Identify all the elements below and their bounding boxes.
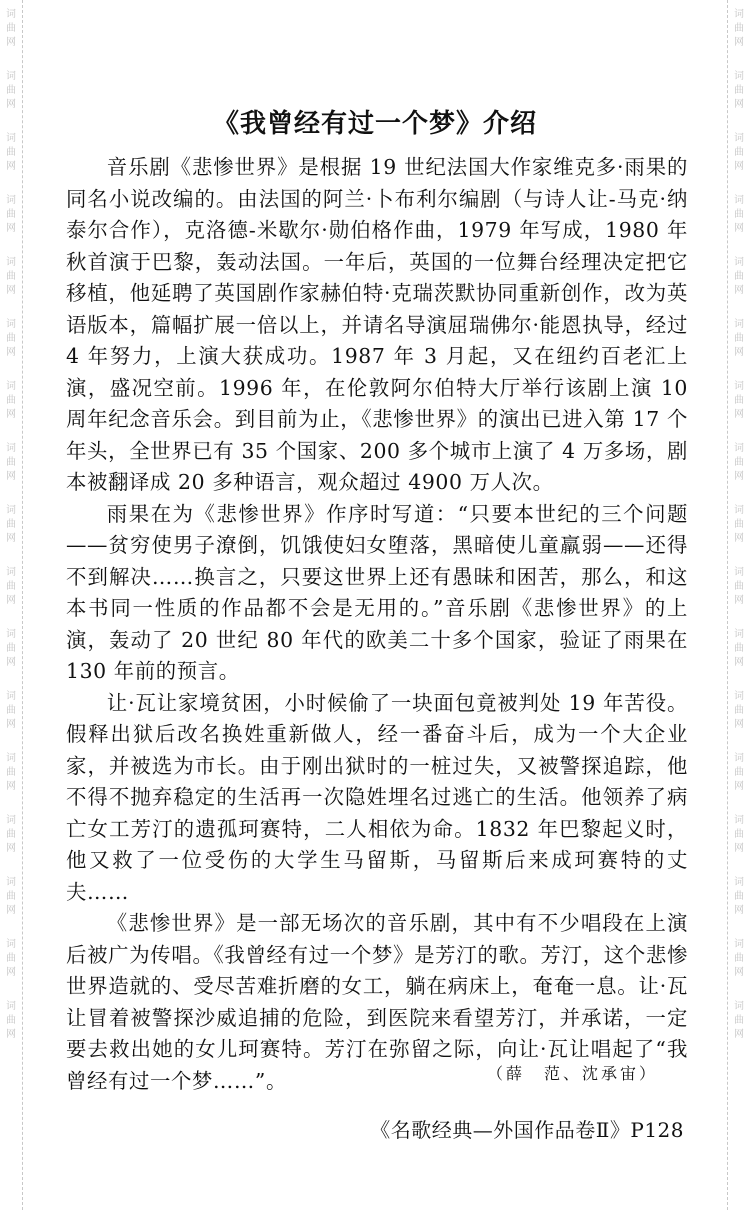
watermark-char: 曲 [6, 147, 16, 158]
watermark-char: 网 [734, 99, 744, 110]
watermark-char: 词 [6, 1001, 16, 1012]
watermark-char: 曲 [734, 519, 744, 530]
right-watermark-column [728, 0, 750, 1210]
watermark-char: 网 [6, 533, 16, 544]
watermark-char: 网 [734, 409, 744, 420]
watermark-char: 网 [6, 781, 16, 792]
watermark-char: 曲 [734, 643, 744, 654]
watermark-char: 网 [734, 843, 744, 854]
paragraph-intro: 音乐剧《悲惨世界》是根据 19 世纪法国大作家维克多·雨果的同名小说改编的。由法国的阿兰·卜布利尔编剧（与诗人让-马克·纳泰尔合作），克洛德-米歇尔·勋伯格作曲，1979 年写成，1980 年秋首演于巴黎，轰动法国。一年后，英国的一位舞台经理决定把它移植，他延聘了英国剧作家赫伯特·克瑞茨默协同重新创作，改为英语版本，篇幅扩展一倍以上，并请名导演屈瑞佛尔·能恩执导，经过 4 年努力，上演大获成功。1987 年 3 月起，又在纽约百老汇上演，盛况空前。1996 年，在伦敦阿尔伯特大厅举行该剧上演 10 周年纪念音乐会。到目前为止，《悲惨世界》的演出已进入第 17 个年头，全世界已有 35 个国家、200 多个城市上演了 4 万多场，剧本被翻译成 20 多种语言，观众超过 4900 万人次。 [66, 155, 688, 494]
paragraph-song: 《悲惨世界》是一部无场次的音乐剧，其中有不少唱段在上演后被广为传唱。《我曾经有过一个梦》是芳汀的歌。芳汀，这个悲惨世界造就的、受尽苦难折磨的女工，躺在病床上，奄奄一息。让·瓦让冒着被警探沙威追捕的危险，到医院来看望芳汀，并承诺，一定要去救出她的女儿珂赛特。芳汀在弥留之际，向让·瓦让唱起了“我曾经有过一个梦……”。 [66, 911, 688, 1093]
watermark-char: 网 [734, 905, 744, 916]
watermark-group [728, 318, 750, 360]
watermark-char: 词 [6, 877, 16, 888]
watermark-group [0, 1000, 22, 1042]
watermark-group [728, 566, 750, 608]
watermark-char: 曲 [6, 333, 16, 344]
watermark-char: 曲 [734, 209, 744, 220]
left-margin-dashed-line [22, 0, 23, 1210]
watermark-group [0, 566, 22, 608]
watermark-group [0, 876, 22, 918]
watermark-char: 曲 [734, 581, 744, 592]
watermark-group [0, 442, 22, 484]
watermark-char: 曲 [734, 457, 744, 468]
watermark-char: 曲 [6, 581, 16, 592]
watermark-group [728, 256, 750, 298]
watermark-char: 词 [734, 381, 744, 392]
watermark-group [728, 194, 750, 236]
watermark-char: 词 [6, 443, 16, 454]
watermark-char: 网 [6, 161, 16, 172]
watermark-char: 词 [734, 567, 744, 578]
watermark-char: 曲 [6, 643, 16, 654]
watermark-char: 曲 [6, 829, 16, 840]
watermark-char: 曲 [6, 953, 16, 964]
watermark-group [728, 504, 750, 546]
watermark-char: 曲 [734, 85, 744, 96]
watermark-group [0, 8, 22, 50]
watermark-group [0, 814, 22, 856]
watermark-char: 词 [734, 71, 744, 82]
watermark-char: 曲 [734, 767, 744, 778]
watermark-char: 词 [6, 133, 16, 144]
watermark-group [0, 380, 22, 422]
watermark-char: 词 [734, 133, 744, 144]
watermark-char: 网 [6, 223, 16, 234]
watermark-char: 网 [734, 657, 744, 668]
watermark-char: 词 [6, 71, 16, 82]
watermark-char: 词 [6, 691, 16, 702]
watermark-char: 曲 [734, 333, 744, 344]
watermark-group [0, 690, 22, 732]
watermark-group [0, 752, 22, 794]
watermark-group [728, 628, 750, 670]
watermark-char: 网 [734, 161, 744, 172]
watermark-char: 词 [734, 195, 744, 206]
watermark-char: 词 [734, 1001, 744, 1012]
watermark-char: 曲 [6, 519, 16, 530]
watermark-char: 曲 [734, 23, 744, 34]
watermark-char: 网 [6, 1029, 16, 1040]
watermark-char: 曲 [6, 457, 16, 468]
watermark-char: 网 [6, 471, 16, 482]
watermark-char: 网 [6, 905, 16, 916]
watermark-char: 曲 [734, 953, 744, 964]
watermark-group [0, 70, 22, 112]
watermark-char: 网 [6, 285, 16, 296]
watermark-char: 词 [6, 319, 16, 330]
watermark-char: 网 [6, 347, 16, 358]
watermark-char: 曲 [6, 1015, 16, 1026]
watermark-char: 词 [6, 567, 16, 578]
watermark-char: 曲 [6, 23, 16, 34]
watermark-char: 曲 [6, 891, 16, 902]
watermark-group [728, 814, 750, 856]
watermark-char: 曲 [734, 395, 744, 406]
watermark-char: 曲 [734, 147, 744, 158]
watermark-char: 曲 [6, 705, 16, 716]
watermark-char: 网 [734, 595, 744, 606]
watermark-char: 词 [6, 195, 16, 206]
watermark-char: 词 [6, 381, 16, 392]
watermark-group [0, 318, 22, 360]
watermark-char: 词 [734, 257, 744, 268]
watermark-char: 网 [734, 285, 744, 296]
watermark-group [728, 752, 750, 794]
watermark-group [728, 442, 750, 484]
author-signature: （薛 范、沈承宙） [486, 1064, 658, 1083]
watermark-char: 网 [734, 967, 744, 978]
source-citation: 《名歌经典—外国作品卷Ⅱ》P128 [370, 1118, 684, 1142]
watermark-group [728, 380, 750, 422]
watermark-char: 词 [734, 505, 744, 516]
watermark-char: 词 [6, 753, 16, 764]
watermark-char: 词 [734, 815, 744, 826]
watermark-group [728, 938, 750, 980]
watermark-group [728, 876, 750, 918]
watermark-group [0, 938, 22, 980]
watermark-char: 词 [6, 629, 16, 640]
watermark-char: 网 [6, 967, 16, 978]
watermark-group [728, 70, 750, 112]
watermark-char: 网 [734, 471, 744, 482]
watermark-char: 曲 [6, 85, 16, 96]
watermark-char: 网 [6, 409, 16, 420]
watermark-char: 网 [6, 37, 16, 48]
watermark-char: 网 [734, 1029, 744, 1040]
paragraph-hugo-preface: 雨果在为《悲惨世界》作序时写道：“只要本世纪的三个问题——贫穷使男子潦倒，饥饿使妇女堕落，黑暗使儿童羸弱——还得不到解决……换言之，只要这世界上还有愚昧和困苦，那么，和这本书同一性质的作品都不会是无用的。”音乐剧《悲惨世界》的上演，轰动了 20 世纪 80 年代的欧美二十多个国家，验证了雨果在 130 年前的预言。 [66, 501, 688, 683]
watermark-char: 网 [734, 223, 744, 234]
watermark-char: 词 [6, 815, 16, 826]
watermark-char: 网 [734, 347, 744, 358]
watermark-group [0, 256, 22, 298]
watermark-char: 曲 [6, 395, 16, 406]
left-watermark-column [0, 0, 22, 1210]
watermark-char: 曲 [734, 271, 744, 282]
watermark-char: 网 [6, 843, 16, 854]
watermark-char: 词 [6, 9, 16, 20]
watermark-group [728, 1000, 750, 1042]
watermark-group [0, 628, 22, 670]
watermark-char: 网 [6, 595, 16, 606]
watermark-char: 词 [734, 877, 744, 888]
watermark-char: 曲 [734, 705, 744, 716]
watermark-char: 词 [734, 443, 744, 454]
watermark-char: 网 [734, 781, 744, 792]
watermark-char: 网 [6, 99, 16, 110]
watermark-char: 网 [6, 657, 16, 668]
watermark-char: 词 [734, 319, 744, 330]
watermark-group [0, 504, 22, 546]
watermark-char: 网 [6, 719, 16, 730]
watermark-char: 词 [734, 753, 744, 764]
watermark-char: 词 [734, 691, 744, 702]
watermark-char: 网 [734, 719, 744, 730]
article-body [66, 152, 688, 1097]
watermark-char: 曲 [6, 271, 16, 282]
watermark-char: 曲 [734, 891, 744, 902]
watermark-char: 词 [734, 629, 744, 640]
watermark-char: 网 [734, 533, 744, 544]
watermark-char: 词 [734, 9, 744, 20]
watermark-char: 曲 [734, 829, 744, 840]
watermark-char: 词 [6, 505, 16, 516]
watermark-group [0, 194, 22, 236]
watermark-char: 曲 [6, 209, 16, 220]
watermark-group [728, 8, 750, 50]
watermark-char: 网 [734, 37, 744, 48]
paragraph-plot: 让·瓦让家境贫困，小时候偷了一块面包竟被判处 19 年苦役。假释出狱后改名换姓重新做人，经一番奋斗后，成为一个大企业家，并被选为市长。由于刚出狱时的一桩过失，又被警探追踪，他不得不抛弃稳定的生活再一次隐姓埋名过逃亡的生活。他领养了病亡女工芳汀的遗孤珂赛特，二人相依为命。1832 年巴黎起义时，他又救了一位受伤的大学生马留斯，马留斯后来成珂赛特的丈夫…… [66, 690, 688, 904]
watermark-char: 词 [6, 939, 16, 950]
watermark-char: 曲 [734, 1015, 744, 1026]
page-title: 《我曾经有过一个梦》介绍 [212, 109, 537, 140]
watermark-char: 词 [6, 257, 16, 268]
watermark-group [728, 690, 750, 732]
watermark-char: 曲 [6, 767, 16, 778]
watermark-char: 词 [734, 939, 744, 950]
